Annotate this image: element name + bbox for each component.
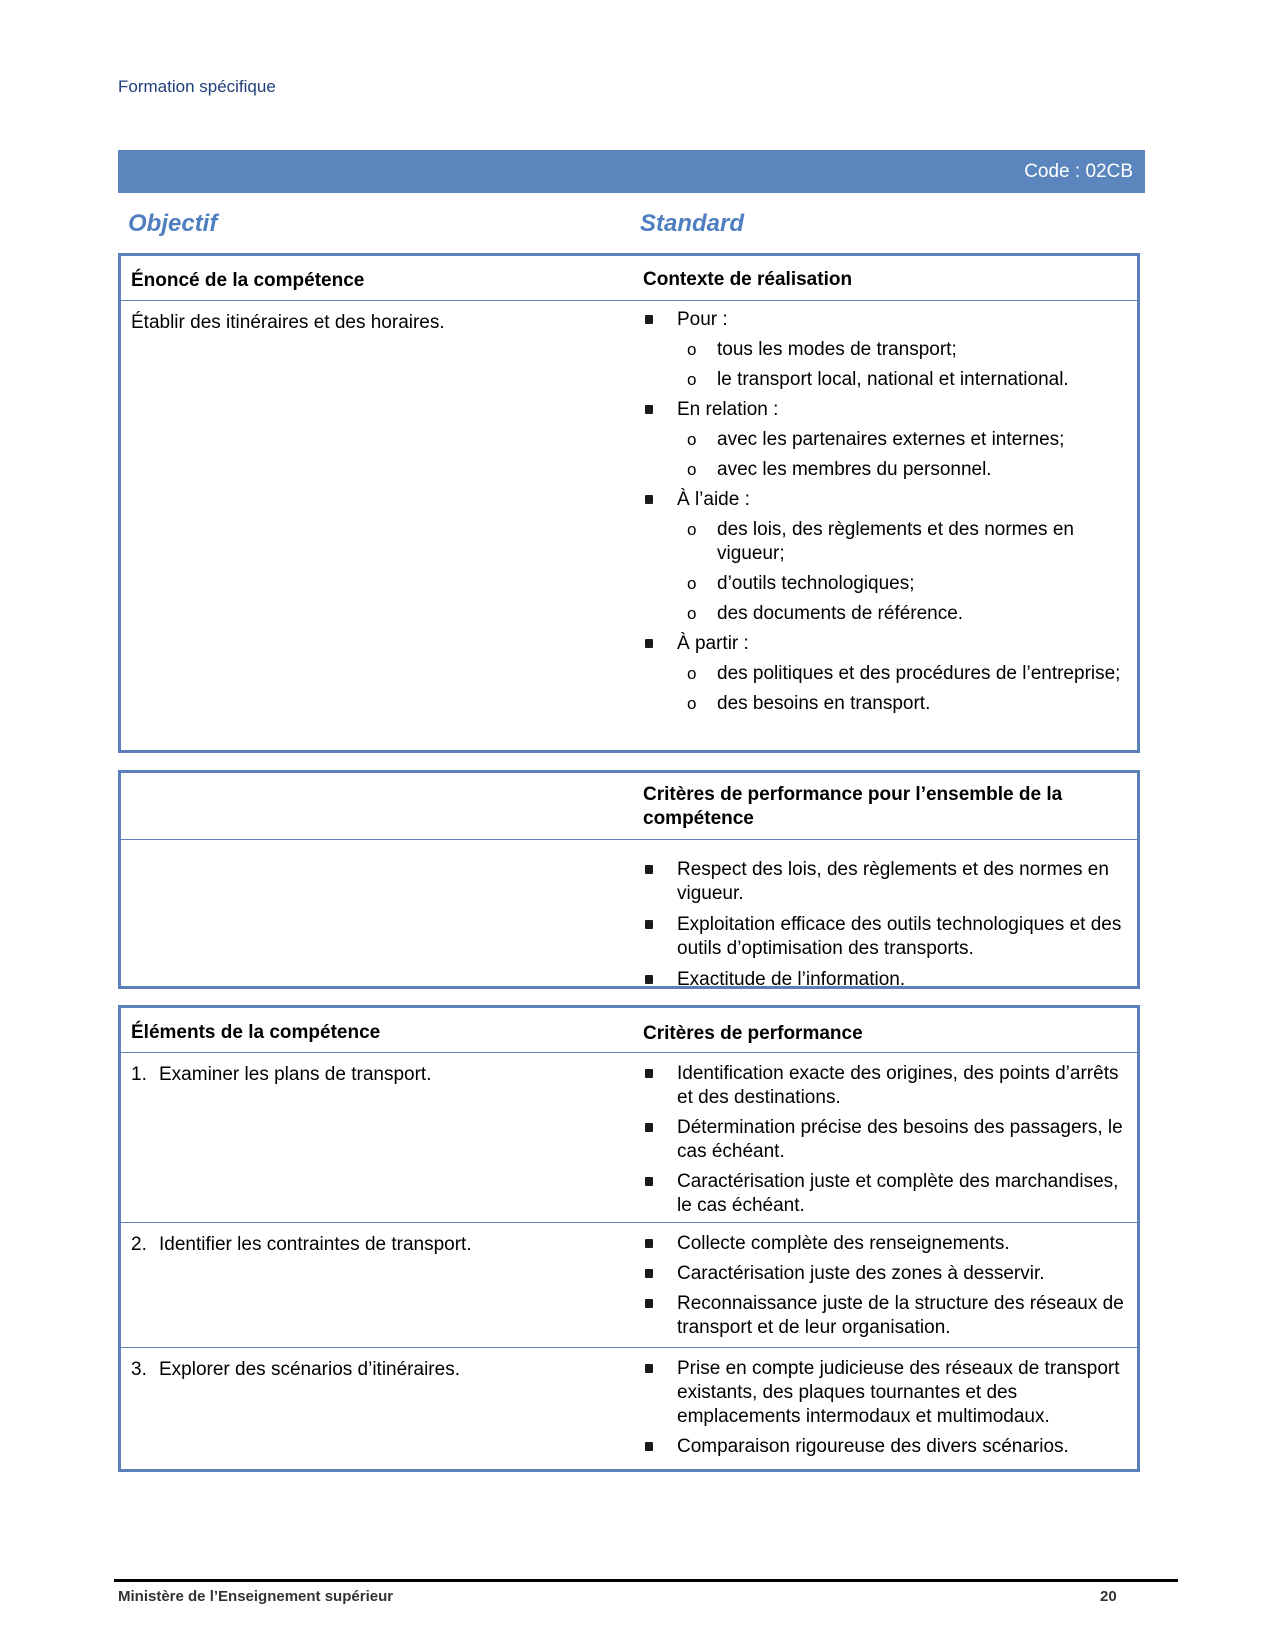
overall-criteria-box bbox=[118, 770, 1140, 989]
element-text: Explorer des scénarios d’itinéraires. bbox=[159, 1359, 460, 1380]
footer-rule bbox=[114, 1579, 1178, 1582]
context-item: o des politiques et des procédures de l’entreprise; bbox=[643, 662, 1133, 686]
context-group-label: À l’aide : bbox=[643, 488, 1133, 512]
element-criteria-list bbox=[643, 1232, 1133, 1346]
element-criteria-list bbox=[643, 1062, 1133, 1224]
context-header: Contexte de réalisation bbox=[643, 269, 853, 290]
context-list bbox=[643, 308, 1133, 722]
element-text: Identifier les contraintes de transport. bbox=[159, 1234, 472, 1255]
box3-header-row bbox=[121, 1008, 1137, 1053]
context-item: o avec les partenaires externes et internes; bbox=[643, 428, 1133, 452]
performance-criterion: Prise en compte judicieuse des réseaux de transport existants, des plaques tournantes et des emplacements intermodaux et multimodaux. bbox=[643, 1357, 1133, 1429]
performance-criterion: Caractérisation juste et complète des marchandises, le cas échéant. bbox=[643, 1170, 1133, 1218]
performance-criterion: Comparaison rigoureuse des divers scénarios. bbox=[643, 1435, 1133, 1459]
performance-criterion: Identification exacte des origines, des points d’arrêts et des destinations. bbox=[643, 1062, 1133, 1110]
context-group-label: À partir : bbox=[643, 632, 1133, 656]
performance-criterion: Caractérisation juste des zones à desservir. bbox=[643, 1262, 1133, 1286]
performance-criterion: Détermination précise des besoins des passagers, le cas échéant. bbox=[643, 1116, 1133, 1164]
context-item: o le transport local, national et international. bbox=[643, 368, 1133, 392]
element-label bbox=[131, 1234, 472, 1256]
element-row bbox=[121, 1347, 1137, 1469]
overall-criteria-list bbox=[643, 858, 1133, 999]
elements-box bbox=[118, 1005, 1140, 1472]
element-number: 2. bbox=[131, 1234, 147, 1255]
code-bar bbox=[118, 150, 1145, 193]
element-label bbox=[131, 1064, 431, 1086]
competency-code: Code : 02CB bbox=[1024, 161, 1133, 182]
box2-header-row bbox=[121, 773, 1137, 840]
objectif-title: Objectif bbox=[128, 210, 218, 237]
element-label bbox=[131, 1359, 460, 1381]
criteria-header: Critères de performance bbox=[643, 1023, 863, 1044]
context-item: o d’outils technologiques; bbox=[643, 572, 1133, 596]
element-row bbox=[121, 1052, 1137, 1223]
element-number: 3. bbox=[131, 1359, 147, 1380]
context-item: o tous les modes de transport; bbox=[643, 338, 1133, 362]
context-item: o des besoins en transport. bbox=[643, 692, 1133, 716]
element-text: Examiner les plans de transport. bbox=[159, 1064, 432, 1085]
context-item: o des documents de référence. bbox=[643, 602, 1133, 626]
competency-statement-box bbox=[118, 253, 1140, 753]
overall-criterion: Exactitude de l’information. bbox=[643, 968, 1133, 992]
context-group-label: Pour : bbox=[643, 308, 1133, 332]
context-item: o des lois, des règlements et des normes en vigueur; bbox=[643, 518, 1133, 566]
context-item: o avec les membres du personnel. bbox=[643, 458, 1133, 482]
statement-header: Énoncé de la compétence bbox=[131, 270, 365, 291]
overall-criterion: Exploitation efficace des outils technologiques et des outils d’optimisation des transports. bbox=[643, 913, 1133, 961]
running-header: Formation spécifique bbox=[118, 77, 276, 96]
performance-criterion: Collecte complète des renseignements. bbox=[643, 1232, 1133, 1256]
element-criteria-list bbox=[643, 1357, 1133, 1465]
competency-statement: Établir des itinéraires et des horaires. bbox=[131, 312, 445, 333]
page-number: 20 bbox=[1100, 1588, 1117, 1605]
element-number: 1. bbox=[131, 1064, 147, 1085]
footer-ministry: Ministère de l’Enseignement supérieur bbox=[118, 1588, 394, 1605]
standard-title: Standard bbox=[640, 210, 745, 237]
box1-header-row bbox=[121, 256, 1137, 301]
overall-criterion: Respect des lois, des règlements et des normes en vigueur. bbox=[643, 858, 1133, 906]
element-row bbox=[121, 1222, 1137, 1348]
performance-criterion: Reconnaissance juste de la structure des réseaux de transport et de leur organisation. bbox=[643, 1292, 1133, 1340]
overall-criteria-header: Critères de performance pour l’ensemble de la compétence bbox=[643, 784, 1063, 829]
context-group-label: En relation : bbox=[643, 398, 1133, 422]
elements-header: Éléments de la compétence bbox=[131, 1022, 381, 1043]
